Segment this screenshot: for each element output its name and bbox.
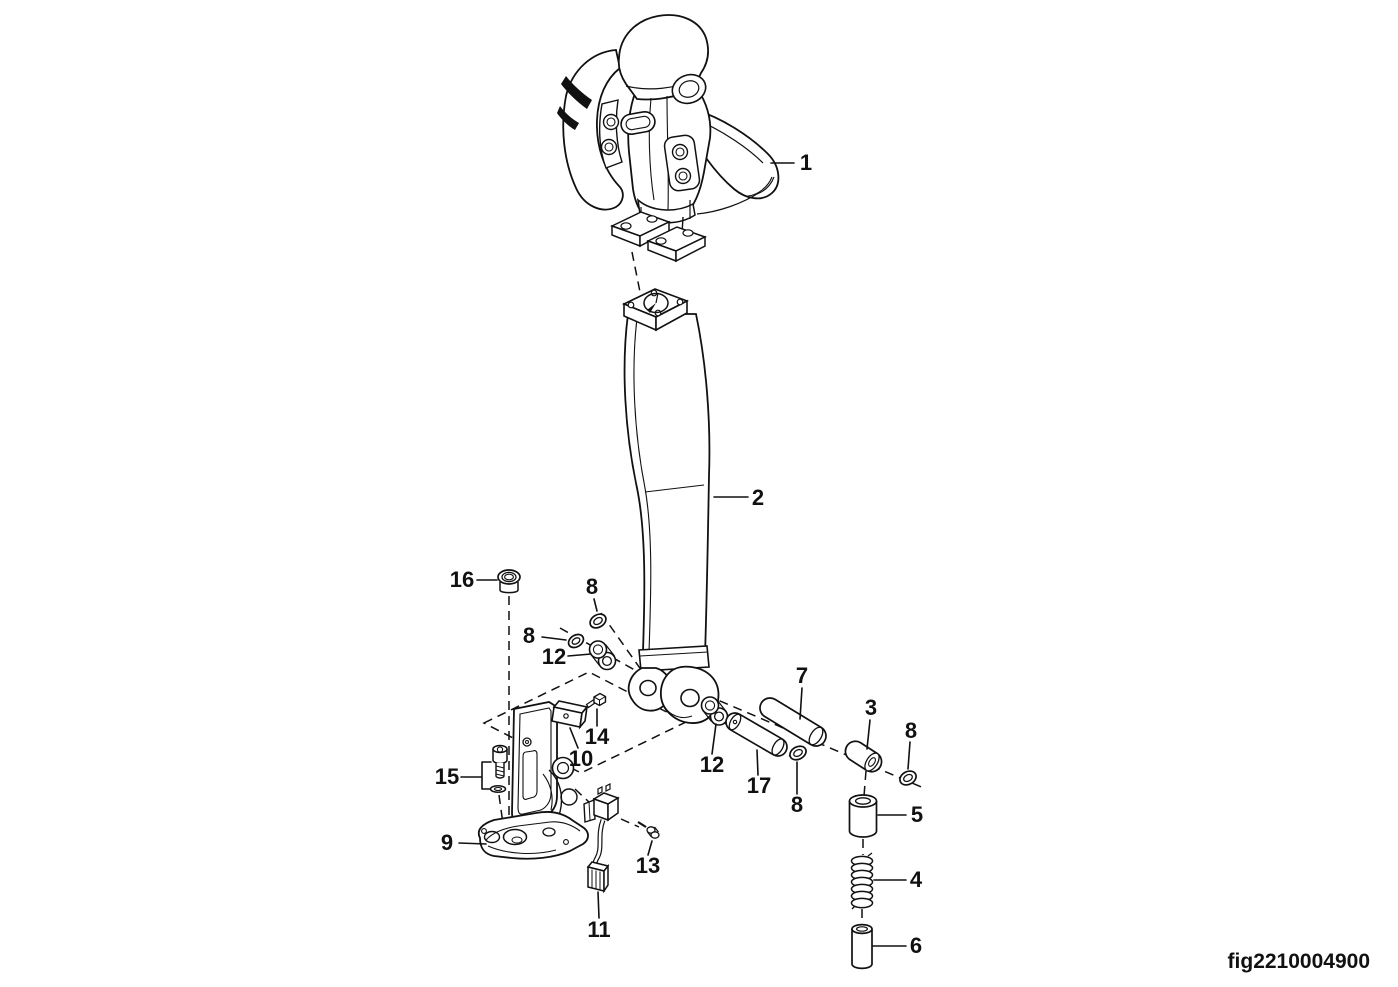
callout-5: 5 — [910, 802, 924, 827]
part-6-pin — [852, 925, 872, 969]
part-3-bushing — [845, 741, 882, 773]
part-1-control-handle — [557, 15, 778, 234]
part-8-oring-b — [566, 632, 586, 650]
callout-13: 13 — [635, 853, 661, 878]
callout-8a: 8 — [585, 574, 599, 599]
part-14-bolt — [587, 694, 606, 708]
part-11-switch — [584, 784, 618, 891]
part-2-column — [624, 289, 719, 723]
part-12-bushing-a — [590, 641, 616, 670]
callout-6: 6 — [909, 933, 923, 958]
callout-2: 2 — [751, 485, 765, 510]
part-8-oring-c — [788, 744, 809, 763]
callout-11: 11 — [587, 917, 611, 942]
callout-15: 15 — [434, 764, 460, 789]
callout-16: 16 — [449, 567, 475, 592]
callout-12a: 12 — [541, 644, 567, 669]
part-5-cylinder — [850, 795, 877, 837]
callout-8d: 8 — [904, 718, 918, 743]
part-8-oring-a — [588, 611, 609, 631]
handle-mounting-plates — [612, 212, 705, 261]
part-16-plug — [498, 570, 520, 593]
part-4-spring — [852, 853, 873, 909]
callout-7: 7 — [795, 663, 809, 688]
callout-17: 17 — [746, 773, 772, 798]
callout-3: 3 — [864, 695, 878, 720]
figure-id-label: fig2210004900 — [1227, 950, 1370, 973]
callout-9: 9 — [440, 830, 454, 855]
callout-4: 4 — [909, 867, 923, 892]
callout-1: 1 — [799, 150, 813, 175]
part-13-bolt — [638, 822, 659, 838]
part-15-screw-washer — [491, 746, 508, 793]
callout-8b: 8 — [522, 623, 536, 648]
callout-12b: 12 — [699, 752, 725, 777]
callout-14: 14 — [584, 724, 610, 749]
callout-10: 10 — [568, 746, 594, 771]
callout-8c: 8 — [790, 792, 804, 817]
